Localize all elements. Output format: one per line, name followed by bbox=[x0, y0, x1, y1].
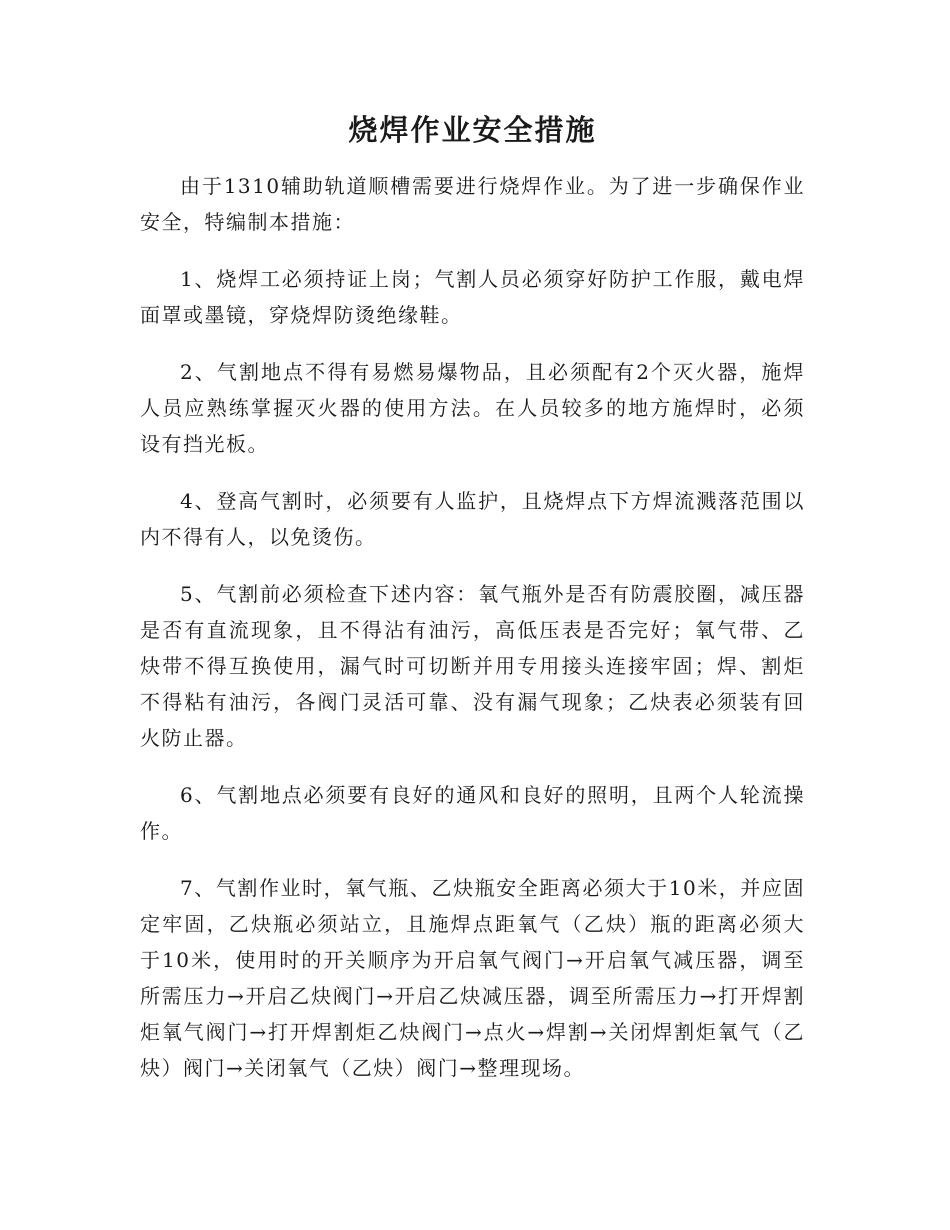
measure-paragraph-6: 6、气割地点必须要有良好的通风和良好的照明，且两个人轮流操作。 bbox=[140, 783, 805, 843]
document-title: 烧焊作业安全措施 bbox=[348, 113, 597, 147]
measure-paragraph-2: 2、气割地点不得有易燃易爆物品，且必须配有2个灭火器，施焊人员应熟练掌握灭火器的使用方法。在人员较多的地方施焊时，必须设有挡光板。 bbox=[140, 360, 805, 456]
intro-paragraph: 由于1310辅助轨道顺槽需要进行烧焊作业。为了进一步确保作业安全，特编制本措施： bbox=[140, 174, 805, 234]
measure-paragraph-7: 7、气割作业时，氧气瓶、乙炔瓶安全距离必须大于10米，并应固定牢固，乙炔瓶必须站立，且施焊点距氧气（乙炔）瓶的距离必须大于10米，使用时的开关顺序为开启氧气阀门→开启氧气减压器，调至所需压力→开启乙炔阀门→开启乙炔减压器，调至所需压力→打开焊割炬氧气阀门→打开焊割炬乙炔阀门→点火→焊割→关闭焊割炬氧气（乙炔）阀门→关闭氧气（乙炔）阀门→整理现场。 bbox=[140, 876, 805, 1080]
document-page bbox=[140, 108, 805, 1107]
measure-paragraph-5: 5、气割前必须检查下述内容：氧气瓶外是否有防震胶圈，减压器是否有直流现象，且不得沾有油污，高低压表是否完好；氧气带、乙炔带不得互换使用，漏气时可切断并用专用接头连接牢固；焊、割炬不得粘有油污，各阀门灵活可靠、没有漏气现象；乙炔表必须装有回火防止器。 bbox=[140, 582, 805, 750]
measure-paragraph-4: 4、登高气割时，必须要有人监护，且烧焊点下方焊流溅落范围以内不得有人，以免烫伤。 bbox=[140, 489, 805, 549]
measure-paragraph-1: 1、烧焊工必须持证上岗；气割人员必须穿好防护工作服，戴电焊面罩或墨镜，穿烧焊防烫绝缘鞋。 bbox=[140, 267, 805, 327]
